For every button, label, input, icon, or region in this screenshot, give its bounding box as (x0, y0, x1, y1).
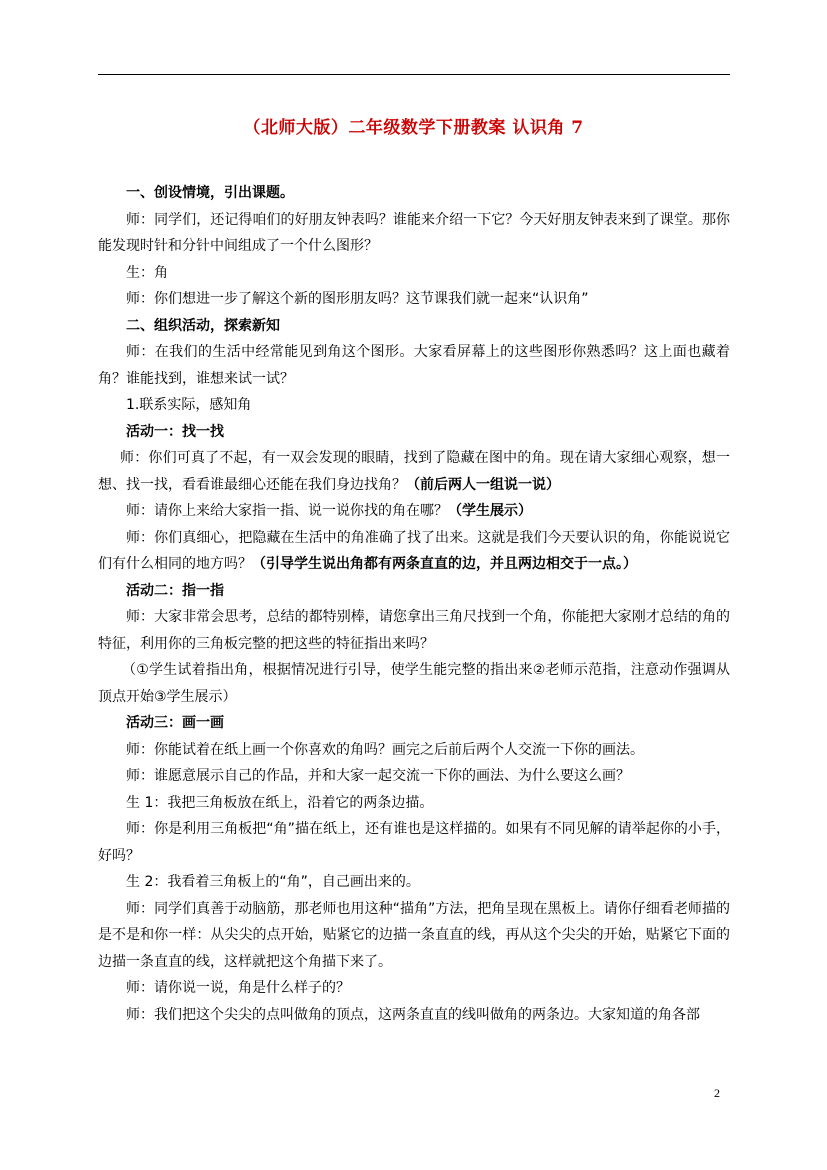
paragraph (98, 498, 730, 525)
paragraph: 师：你们想进一步了解这个新的图形朋友吗？这节课我们就一起来“认识角” (126, 291, 589, 307)
paragraph: 师：同学们真善于动脑筋，那老师也用这种“描角”方法，把角呈现在黑板上。请你仔细看老师描的是不是和你一样：从尖尖的点开始，贴紧它的边描一条直直的线，再从这个尖尖的开始，贴紧它下面的边描一条直直的线，这样就把这个角描下来了。 (98, 900, 730, 970)
header-rule (98, 74, 730, 75)
paragraph: 生 2：我看着三角板上的“角”，自己画出来的。 (126, 874, 420, 890)
paragraph: 师：大家非常会思考，总结的都特别棒，请您拿出三角尺找到一个角，你能把大家刚才总结的角的特征，利用你的三角板完整的把这些的特征指出来吗？ (98, 609, 730, 652)
paragraph: 师：谁愿意展示自己的作品，并和大家一起交流一下你的画法、为什么要这么画？ (126, 768, 630, 784)
paragraph: 生：角 (126, 264, 168, 281)
activity-heading-3: 活动三：画一画 (126, 715, 224, 731)
paragraph: 师：我们把这个尖尖的点叫做角的顶点，这两条直直的线叫做角的两条边。大家知道的角各部 (126, 1006, 700, 1023)
activity-heading-1: 活动一：找一找 (126, 423, 224, 440)
section-heading-1: 一、创设情境，引出课题。 (126, 185, 294, 201)
document-title: （北师大版）二年级数学下册教案 认识角 7 (243, 118, 584, 138)
paragraph-text: 师：你们真细心，把隐藏在生活中的角准确了找了出来。这就是我们今天要认识的角，你能说说它们有什么相同的地方吗？ (98, 529, 730, 572)
paragraph-emphasis: （引导学生说出角都有两条直直的边，并且两边相交于一点。） (252, 556, 637, 572)
paragraph: 师：你能试着在纸上画一个你喜欢的角吗？画完之后前后两个人交流一下你的画法。 (126, 741, 644, 758)
document-body (98, 180, 730, 1028)
subsection-heading: 1.联系实际，感知角 (126, 397, 252, 413)
paragraph: 师：请你说一说，角是什么样子的？ (126, 980, 350, 996)
paragraph: （①学生试着指出角，根据情况进行引导，使学生能完整的指出来②老师示范指，注意动作强调从顶点开始③学生展示） (98, 662, 730, 705)
paragraph-emphasis: （前后两人一组说一说） (406, 476, 560, 493)
paragraph: 师：同学们，还记得咱们的好朋友钟表吗？谁能来介绍一下它？今天好朋友钟表来到了课堂。那你能发现时针和分针中间组成了一个什么图形？ (98, 211, 730, 254)
section-heading-2: 二、组织活动，探索新知 (126, 317, 280, 334)
paragraph (98, 445, 730, 498)
paragraph (98, 525, 730, 578)
paragraph-text: 师：你们可真了不起，有一双会发现的眼睛，找到了隐藏在图中的角。现在请大家细心观察，想一想、找一找，看看谁最细心还能在我们身边找角？ (98, 450, 730, 493)
paragraph: 生 1：我把三角板放在纸上，沿着它的两条边描。 (126, 794, 434, 811)
paragraph-text: 师：请你上来给大家指一指、说一说你找的角在哪？ (126, 503, 448, 519)
activity-heading-2: 活动二：指一指 (126, 582, 224, 599)
paragraph: 师：在我们的生活中经常能见到角这个图形。大家看屏幕上的这些图形你熟悉吗？这上面也藏着角？谁能找到，谁想来试一试？ (98, 344, 730, 387)
page-number: 2 (714, 1086, 720, 1100)
paragraph: 师：你是利用三角板把“角”描在纸上，还有谁也是这样描的。如果有不同见解的请举起你的小手，好吗？ (98, 821, 730, 864)
paragraph-emphasis: （学生展示） (448, 503, 532, 519)
